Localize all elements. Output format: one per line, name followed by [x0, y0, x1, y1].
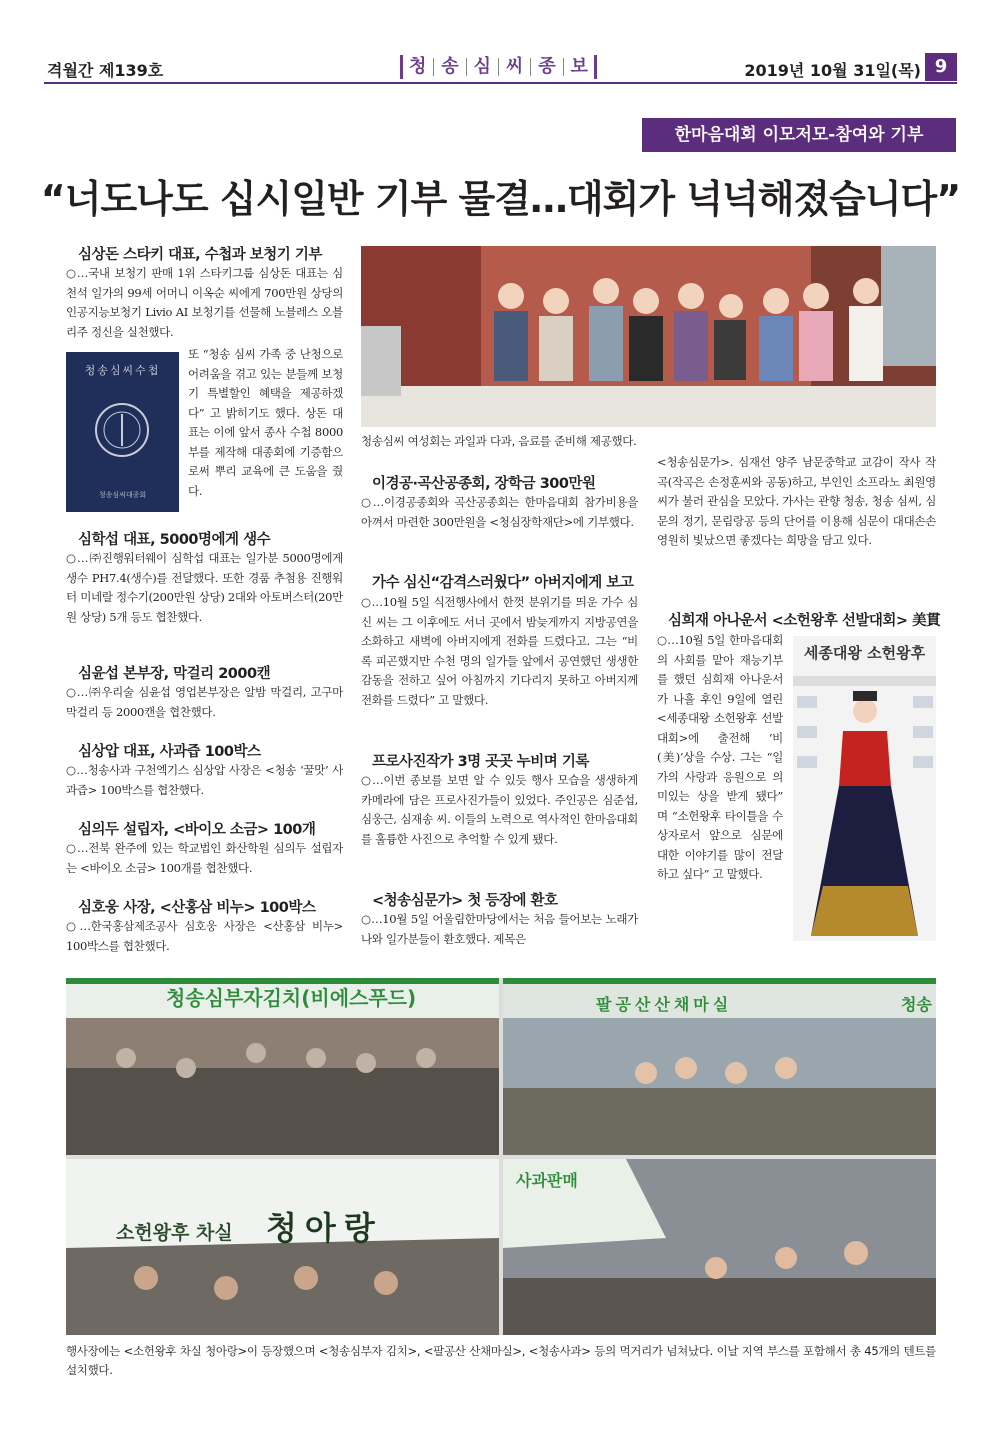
notebook-photo	[66, 352, 179, 512]
article-body: 또 “청송 심씨 가족 중 난청으로 어려움을 겪고 있는 분들께 보청기 특별할인 혜택을 제공하겠다” 고 밝히기도 했다. 상돈 대표는 이에 앞서 종사 수첩 8000부를 제작해 대종회에 기증함으로써 뿌리 교육에 큰 도움을 줬다.	[188, 347, 343, 498]
article-title: 심상압 대표, 사과즙 100박스	[78, 744, 261, 760]
article-title: 심학섭 대표, 5000명에게 생수	[78, 532, 271, 548]
page-number: 9	[925, 53, 957, 81]
article-title: <청송심문가> 첫 등장에 환호	[372, 893, 558, 909]
article-title: 심희재 아나운서 <소헌왕후 선발대회> 美貫	[668, 613, 941, 629]
emblem-icon	[66, 352, 179, 512]
article-body: ○…이경공종회와 곡산공종회는 한마음대회 참가비용을 아껴서 마련한 300만원을 <청심장학재단>에 기부했다.	[361, 495, 638, 529]
article-body: ○…전북 완주에 있는 학교법인 화산학원 심의두 설립자는 <바이오 소금> 100개를 협찬했다.	[66, 841, 343, 875]
tent-sign-chasil: 소헌왕후 차실	[116, 1222, 233, 1244]
section-tag: 한마음대회 이모저모-참여와 기부	[642, 118, 956, 152]
announcer-photo	[793, 636, 936, 941]
photo-caption: 청송심씨 여성회는 과일과 다과, 음료를 준비해 제공했다.	[361, 434, 637, 448]
paper-char: 청	[409, 56, 427, 77]
pageant-banner: 세종대왕 소헌왕후	[803, 644, 926, 662]
paper-char: 종	[538, 56, 556, 77]
tent-sign-kimchi: 청송심부자김치(비에스푸드)	[166, 986, 417, 1010]
issue-number: 격월간 제139호	[47, 61, 164, 80]
paper-char: 송	[441, 56, 459, 77]
article-body: ○…10월 5일 어울림한마당에서는 처음 들어보는 노래가 나와 일가분들이 환호했다. 제목은	[361, 912, 638, 946]
booth-photo-collage	[66, 978, 936, 1335]
article-body: ○…㈜진행워터웨이 심학섭 대표는 일가분 5000명에게 생수 PH7.4(생수)를 전달했다. 또한 경품 추첨용 진행워터 미네랄 정수기(200만원 상당) 2대와 아토버스터(20만원 상당) 5개 등도 협찬했다.	[66, 551, 343, 624]
article-title: 심의두 설립자, <바이오 소금> 100개	[78, 822, 316, 838]
article-title: 심호웅 사장, <산홍삼 비누> 100박스	[78, 900, 316, 916]
tent-sign-cheongsong: 청송	[901, 995, 932, 1014]
tent-sign-cheongarang: 청아랑	[266, 1209, 383, 1247]
women-group-photo	[361, 246, 936, 427]
article-body: ○…10월 5일 식전행사에서 한껏 분위기를 띄운 가수 심신 씨는 그 이후에도 서너 곳에서 밤늦게까지 지방공연을 소화하고 새벽에 아버지에게 전화를 드렸다고. 그는 “비록 피곤했지만 수천 명의 일가들 앞에서 공연했던 생생한 감동을 전하고 싶어 아침까지 기다리지 못하고 아버지께 전화를 드렸다” 고 말했다.	[361, 595, 638, 707]
article-body: <청송심문가>. 심재선 양주 남문중학교 교감이 작사 작곡(작곡은 손정훈씨와 공동)하고, 부인인 소프라노 최원영 씨가 불러 관심을 모았다. 가사는 관향 청송, 청송 심씨, 심문의 정기, 문림랑공 등의 단어를 이용해 심문이 대대손손 영원히 빛났으면 좋겠다는 희망을 담고 있다.	[657, 455, 936, 547]
article-body: ○…㈜우리술 심윤섭 영업본부장은 알밤 막걸리, 고구마 막걸리 등 2000캔을 협찬했다.	[66, 685, 343, 719]
article-body: ○…청송사과 구천엑기스 심상압 사장은 <청송 ‘꿀맛’ 사과즙> 100박스를 협찬했다.	[66, 763, 343, 797]
article-title: 가수 심신“감격스러웠다” 아버지에게 보고	[372, 575, 634, 591]
article-body: ○…10월 5일 한마음대회의 사회를 맡아 재능기부를 했던 심희재 아나운서가 나흘 후인 9일에 열린 <세종대왕 소헌왕후 선발대회>에 출전해 ‘비(美)’상을 수상. 그는 “일가의 사랑과 응원으로 의미있는 상을 받게 됐다” 며 “소헌왕후 타이틀을 수상자로서 앞으로 심문에 대한 이야기를 많이 전달하고 싶다” 고 말했다.	[657, 633, 783, 881]
headline: “너도나도 십시일반 기부 물결…대회가 넉넉해졌습니다”	[40, 177, 961, 221]
article-body: ○…이번 종보를 보면 알 수 있듯 행사 모습을 생생하게 카메라에 담은 프로사진가들이 있었다. 주인공은 심준섭, 심웅근, 심재송 씨. 이들의 노력으로 역사적인 한마음대회를 훌륭한 사진으로 추억할 수 있게 됐다.	[361, 773, 638, 846]
paper-char: 보	[570, 56, 588, 77]
photo-caption: 행사장에는 <소헌왕후 차실 청아랑>이 등장했으며 <청송심부자 김치>, <팔공산 산채마실>, <청송사과> 등의 먹거리가 넘쳐났다. 이날 지역 부스를 포함해서 총 45개의 텐트를 설치했다.	[66, 1344, 936, 1377]
paper-char: 심	[473, 56, 491, 77]
issue-date: 2019년 10월 31일(목)	[744, 61, 921, 80]
article-title: 심윤섭 본부장, 막걸리 2000캔	[78, 666, 271, 682]
notebook-footer: 청송심씨대종회	[98, 491, 147, 499]
newspaper-name	[400, 55, 597, 79]
header-rule	[44, 82, 957, 84]
notebook-title: 청송심씨수첩	[84, 364, 161, 377]
article-title: 프로사진작가 3명 곳곳 누비며 기록	[372, 754, 589, 770]
article-body: ○…국내 보청기 판매 1위 스타키그룹 심상돈 대표는 심천석 일가의 99세 어머니 이옥순 씨에게 700만원 상당의 인공지능보청기 Livio AI 보청기를 선물해 노블레스 오블리주 정신을 실천했다.	[66, 266, 343, 339]
article-title: 심상돈 스타키 대표, 수첩과 보청기 기부	[78, 247, 322, 263]
tent-sign-sanchae: 팔공산산채마실	[596, 995, 733, 1014]
tent-sign-apple: 사과판매	[516, 1171, 578, 1190]
paper-char: 씨	[505, 56, 524, 77]
article-body: ○…한국홍삼제조공사 심호웅 사장은 <산홍삼 비누> 100박스를 협찬했다.	[66, 919, 343, 953]
article-title: 이경공·곡산공종회, 장학금 300만원	[372, 476, 596, 492]
